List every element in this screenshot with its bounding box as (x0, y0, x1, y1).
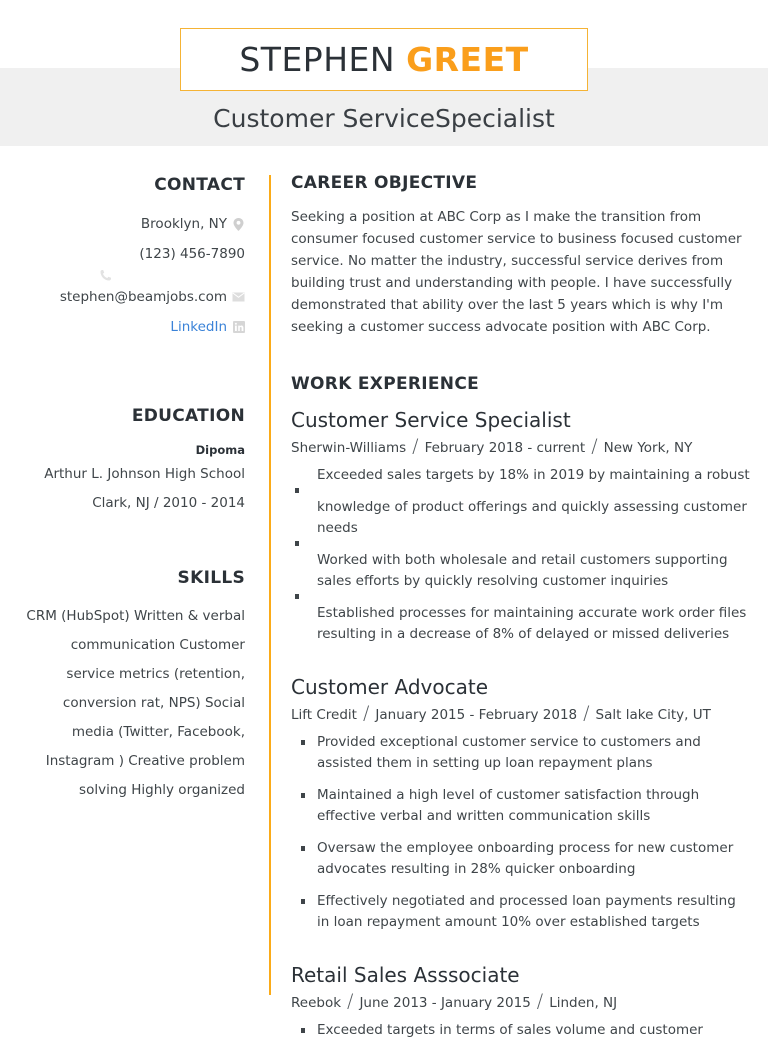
map-pin-icon (232, 218, 245, 231)
contact-heading: CONTACT (154, 175, 245, 195)
main-column (269, 160, 768, 1051)
job-bullet: Worked with both wholesale and retail customers supporting sales efforts by quickly resolving customer inquiries (291, 550, 752, 593)
job-bullet: Exceeded targets in terms of sales volume and customer (291, 1020, 752, 1042)
meta-separator: / (347, 989, 354, 1012)
contact-email-row (20, 282, 245, 312)
linkedin-icon[interactable] (232, 321, 245, 334)
contact-email-text: stephen@beamjobs.com (59, 289, 227, 305)
experience-job (291, 407, 752, 646)
contact-phone-icon-row (20, 269, 245, 282)
linkedin-link[interactable]: LinkedIn (170, 319, 227, 335)
job-bullet: Exceeded sales targets by 18% in 2019 by maintaining a robust (291, 465, 752, 487)
job-dates: February 2018 - current (424, 440, 586, 456)
job-dates: January 2015 - February 2018 (375, 706, 578, 723)
phone-icon (99, 269, 112, 282)
main-gap-1 (291, 338, 752, 374)
resume-body (0, 160, 768, 1051)
envelope-icon (232, 291, 245, 304)
job-bullets (291, 1020, 752, 1042)
experience-job (291, 962, 752, 1042)
skills-section (20, 568, 245, 805)
contact-linkedin-row[interactable] (20, 312, 245, 342)
job-dates: June 2013 - January 2015 (359, 994, 531, 1011)
job-location: Salt lake City, UT (595, 706, 711, 723)
job-bullet: Maintained a high level of customer satisfaction through effective verbal and written communication skills (291, 785, 752, 828)
contact-section (20, 175, 245, 342)
job-meta (291, 701, 752, 728)
job-bullet: Established processes for maintaining accurate work order files resulting in a decrease of 8% of delayed or missed deliveries (317, 604, 747, 642)
sidebar-gap-2 (20, 528, 245, 568)
meta-separator: / (536, 989, 544, 1012)
contact-location-row (20, 209, 245, 239)
job-location: Linden, NJ (549, 994, 618, 1011)
meta-separator: / (583, 701, 590, 724)
job-location: New York, NY (603, 440, 693, 456)
resume-header (0, 0, 768, 160)
meta-separator: / (412, 435, 419, 457)
skills-heading: SKILLS (177, 568, 245, 588)
job-meta (291, 434, 752, 461)
job-company: Sherwin-Williams (291, 440, 407, 456)
education-degree: Dipoma (195, 443, 245, 457)
full-name (239, 40, 528, 79)
experience-heading: WORK EXPERIENCE (291, 374, 480, 394)
job-bullet: Oversaw the employee onboarding process for new customer advocates resulting in 28% quicker onboarding (291, 838, 752, 881)
job-role: Customer Service Specialist (291, 408, 571, 432)
name-box (180, 28, 588, 91)
job-company: Lift Credit (291, 706, 357, 723)
experience-job (291, 674, 752, 934)
last-name: GREET (406, 40, 529, 79)
job-bullet: knowledge of product offerings and quickly assessing customer needs (291, 497, 752, 540)
job-bullet: Effectively negotiated and processed loan payments resulting in loan repayment amount 10% over established targets (291, 891, 752, 934)
education-detail: Arthur L. Johnson High School Clark, NJ / 2010 - 2014 (44, 466, 245, 511)
sidebar-gap-1 (20, 352, 245, 406)
job-role: Retail Sales Asssociate (291, 962, 520, 987)
header-job-title: Customer ServiceSpecialist (213, 104, 555, 133)
job-bullet: Provided exceptional customer service to customers and assisted them in setting up loan repayment plans (291, 732, 752, 775)
job-gap-2 (291, 944, 752, 962)
sidebar (0, 160, 269, 815)
contact-phone-row (20, 239, 245, 269)
job-bullets (291, 465, 752, 646)
job-bullets (291, 732, 752, 934)
objective-heading: CAREER OBJECTIVE (291, 173, 478, 193)
job-company: Reebok (291, 994, 342, 1011)
skills-text: CRM (HubSpot) Written & verbal communication Customer service metrics (retention, conversion rat, NPS) Social media (Twitter, Facebook, Instagram ) Creative problem solving Highly organized (26, 608, 245, 798)
contact-location-text: Brooklyn, NY (140, 216, 227, 232)
experience-section (291, 374, 752, 1041)
education-section (20, 406, 245, 518)
first-name: STEPHEN (239, 40, 396, 79)
job-role: Customer Advocate (291, 674, 489, 699)
contact-phone-text: (123) 456-7890 (139, 246, 245, 262)
objective-text: Seeking a position at ABC Corp as I make the transition from consumer focused customer service to business focused customer service. No matter the industry, successful service derives from building trust and understanding with people. I have successfully demonstrated that ability over the last 5 years which is why I'm seeking a customer success advocate position with ABC Corp. (291, 209, 742, 335)
objective-section (291, 173, 752, 338)
meta-separator: / (591, 435, 598, 457)
job-gap-1 (291, 656, 752, 674)
meta-separator: / (362, 701, 370, 724)
column-divider (269, 175, 271, 995)
job-meta (291, 989, 752, 1016)
education-heading: EDUCATION (131, 406, 245, 426)
